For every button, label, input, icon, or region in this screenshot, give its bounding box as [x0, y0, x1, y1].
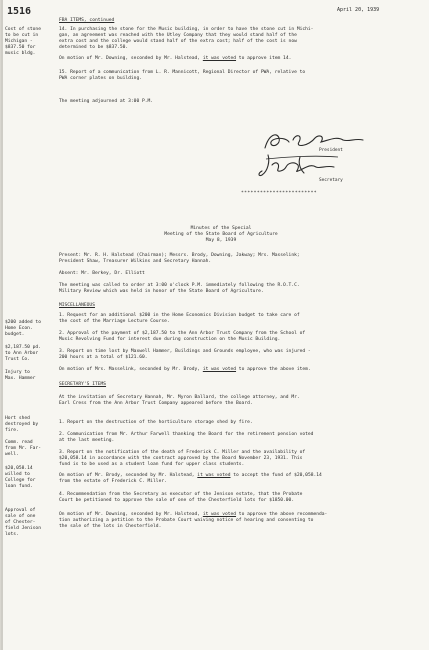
- page-date: April 20, 1939: [337, 7, 380, 13]
- margin-note-home-econ: $200 added to Home Econ. budget.: [5, 320, 41, 337]
- section-heading-misc: MISCELLANEOUS: [59, 303, 95, 308]
- motion-text: On motion of Mr. Brody, seconded by Mr. Halstead,: [59, 473, 198, 478]
- motion-text-end: to approve the above recommenda- tion authorizing a petition to the Probate Court waiving notice of hearing and consenting to the sale of the lots in Chesterfield.: [59, 512, 328, 529]
- margin-note-farwell: Comm. read from Mr. Far- well.: [5, 440, 41, 457]
- present-list: Present: Mr. R. H. Halstead (Chairman); Messrs. Brody, Downing, Jakway; Mrs. Masselink; President Shaw, Treasurer Wilkins and Secretary Hannah.: [59, 253, 300, 264]
- president-label: President: [319, 148, 343, 153]
- page-number: 1516: [7, 6, 32, 17]
- item-15: 15. Report of a communication from L. R. Mannicott, Regional Director of PWA, relative to PWA corner plates on building.: [59, 70, 306, 81]
- motion-misc: [59, 367, 311, 373]
- motion-text-end: to accept the fund of $20,058.14 from the estate of Frederick C. Miller.: [59, 473, 322, 484]
- motion-item-14: [59, 56, 291, 62]
- secretary-intro: At the invitation of Secretary Hannah, Mr. Myron Ballard, the college attorney, and Mr. Earl Cress from the Ann Arbor Trust Company appeared before the Board.: [59, 395, 300, 406]
- binder-edge: [1, 0, 3, 650]
- voted-text: it was voted: [202, 512, 237, 517]
- voted-text: it was voted: [202, 56, 237, 61]
- voted-text: it was voted: [197, 473, 231, 478]
- motion-text: On motion of Mr. Downing, seconded by Mr. Halstead,: [59, 512, 203, 517]
- motion-text-end: to approve item 14.: [236, 56, 292, 61]
- motion-text: On motion of Mrs. Masselink, seconded by Mr. Brody,: [59, 367, 203, 372]
- motion-miller-fund: [59, 473, 322, 485]
- called-to-order: The meeting was called to order at 3:00 o'clock P.M. immediately following the R.O.T.C. Military Review which was held in honor of the State Board of Agriculture.: [59, 283, 300, 294]
- margin-note-hammer-injury: Injury to Max. Hammer: [5, 370, 36, 381]
- margin-note-hort-shed: Hort shed destroyed by fire.: [5, 416, 39, 433]
- margin-note-trust-payment: $2,187.50 pd. to Ann Arbor Trust Co.: [5, 345, 41, 362]
- motion-text: On motion of Mr. Downing, seconded by Mr. Halstead,: [59, 56, 203, 61]
- section-heading-secretary: SECRETARY'S ITEMS: [59, 382, 107, 387]
- signature-hannah-icon: [254, 151, 344, 179]
- voted-text: it was voted: [202, 367, 237, 372]
- margin-note-jenison-lots: Approval of sale of one of Chester- field Jenison lots.: [5, 508, 41, 537]
- margin-note-stone-cost: Cost of stone to be cut in Michigan - $837.50 for music bldg.: [5, 27, 41, 56]
- item-4-jenison: 4. Recommendation from the Secretary as executor of the Jenison estate, that the Probate Court be petitioned to approve the sale of one of the Chesterfield lots for $1850.00.: [59, 492, 303, 503]
- section-heading-pwa: FBA ITEMS, continued: [59, 18, 115, 23]
- signature-shaw-icon: [259, 130, 369, 152]
- margin-note-miller-fund: $20,058.14 willed to College for loan fund.: [5, 466, 36, 489]
- misc-items: 1. Request for an additional $200 in the Home Economics Division budget to take care of the cost of the Marriage Lecture Course. 2. Approval of the payment of $2,187.50 to the Ann Arbor Trust Company from the School of Music Revolving Fund for interest due during construction on the Music Building. 3. Report on time lost by Maxwell Hammer, Buildings and Grounds employee, who was injured - 200 hours at a total of $121.60.: [59, 313, 311, 360]
- motion-text-end: to approve the above item.: [236, 367, 311, 372]
- adjourned-line: The meeting adjourned at 3:00 P.M.: [59, 99, 154, 104]
- absent-list: Absent: Mr. Berkey, Dr. Elliott: [59, 271, 145, 276]
- minutes-title: Minutes of the Special Meeting of the State Board of Agriculture May 8, 1939: [164, 226, 278, 243]
- item-14: 14. In purchasing the stone for the Music building, in order to have the stone cut in Michi- gan, an agreement was reached with the Utley Company that they would stand half of the extra cost and the college would stand half of the extra cost; half of the cost is now determined to be $837.50.: [59, 27, 314, 50]
- secretary-label: Secretary: [319, 178, 343, 183]
- motion-jenison: [59, 512, 327, 530]
- separator-stars: ************************: [241, 191, 317, 196]
- secretary-items: 1. Report on the destruction of the horticulture storage shed by fire. 2. Communication from Mr. Arthur Farwell thanking the Board for the retirement pension voted at the last meeting. 3. Report on the notification of the death of Frederick C. Miller and the availability of $20,058.14 in accordance with the contract approved by the Board November 23, 1931. This fund is to be used as a student loan fund for upper class students.: [59, 420, 314, 467]
